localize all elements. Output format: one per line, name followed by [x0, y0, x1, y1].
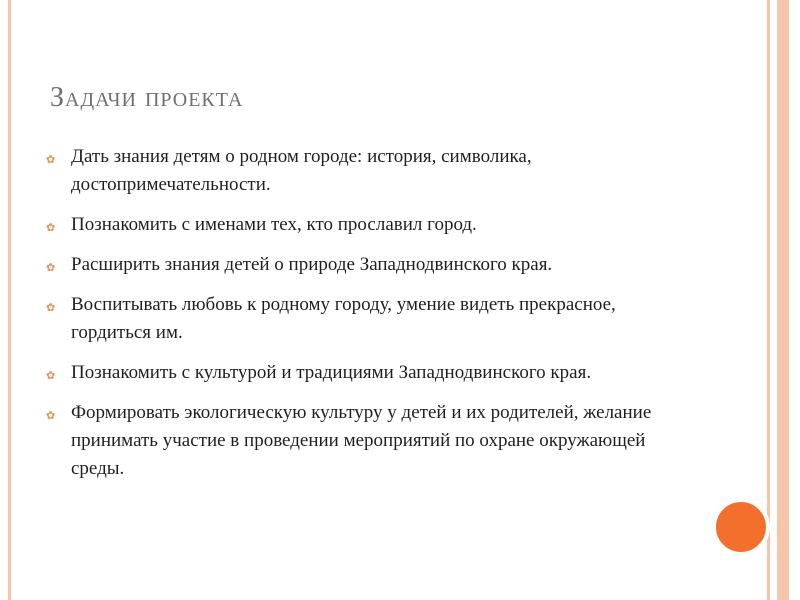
right-border-band: [777, 0, 789, 600]
list-item-text: Формировать экологическую культуру у детей и их родителей, желание принимать участие в проведении мероприятий по охране окружающей среды.: [71, 402, 652, 479]
flower-bullet-icon: ✿: [46, 153, 56, 166]
list-item-text: Познакомить с культурой и традициями Западнодвинского края.: [71, 362, 592, 383]
list-item-text: Познакомить с именами тех, кто прославил город.: [71, 214, 477, 235]
list-item: [46, 251, 686, 279]
list-item: [46, 143, 686, 199]
list-item-text: Расширить знания детей о природе Западнодвинского края.: [71, 254, 553, 275]
flower-bullet-icon: ✿: [46, 261, 56, 274]
list-item: [46, 359, 686, 387]
flower-bullet-icon: ✿: [46, 409, 56, 422]
decorative-circle: [712, 498, 770, 556]
right-border-line: [767, 0, 770, 600]
flower-bullet-icon: ✿: [46, 221, 56, 234]
list-item-text: Дать знания детям о родном городе: история, символика, достопримечательности.: [71, 146, 532, 195]
list-item-text: Воспитывать любовь к родному городу, умение видеть прекрасное, гордиться им.: [71, 294, 616, 343]
list-item: [46, 399, 686, 483]
slide-title: Задачи проекта: [50, 82, 244, 113]
list-item: [46, 291, 686, 347]
list-item: [46, 211, 686, 239]
left-border-line: [8, 0, 11, 600]
flower-bullet-icon: ✿: [46, 301, 56, 314]
task-list: [46, 143, 686, 495]
flower-bullet-icon: ✿: [46, 369, 56, 382]
